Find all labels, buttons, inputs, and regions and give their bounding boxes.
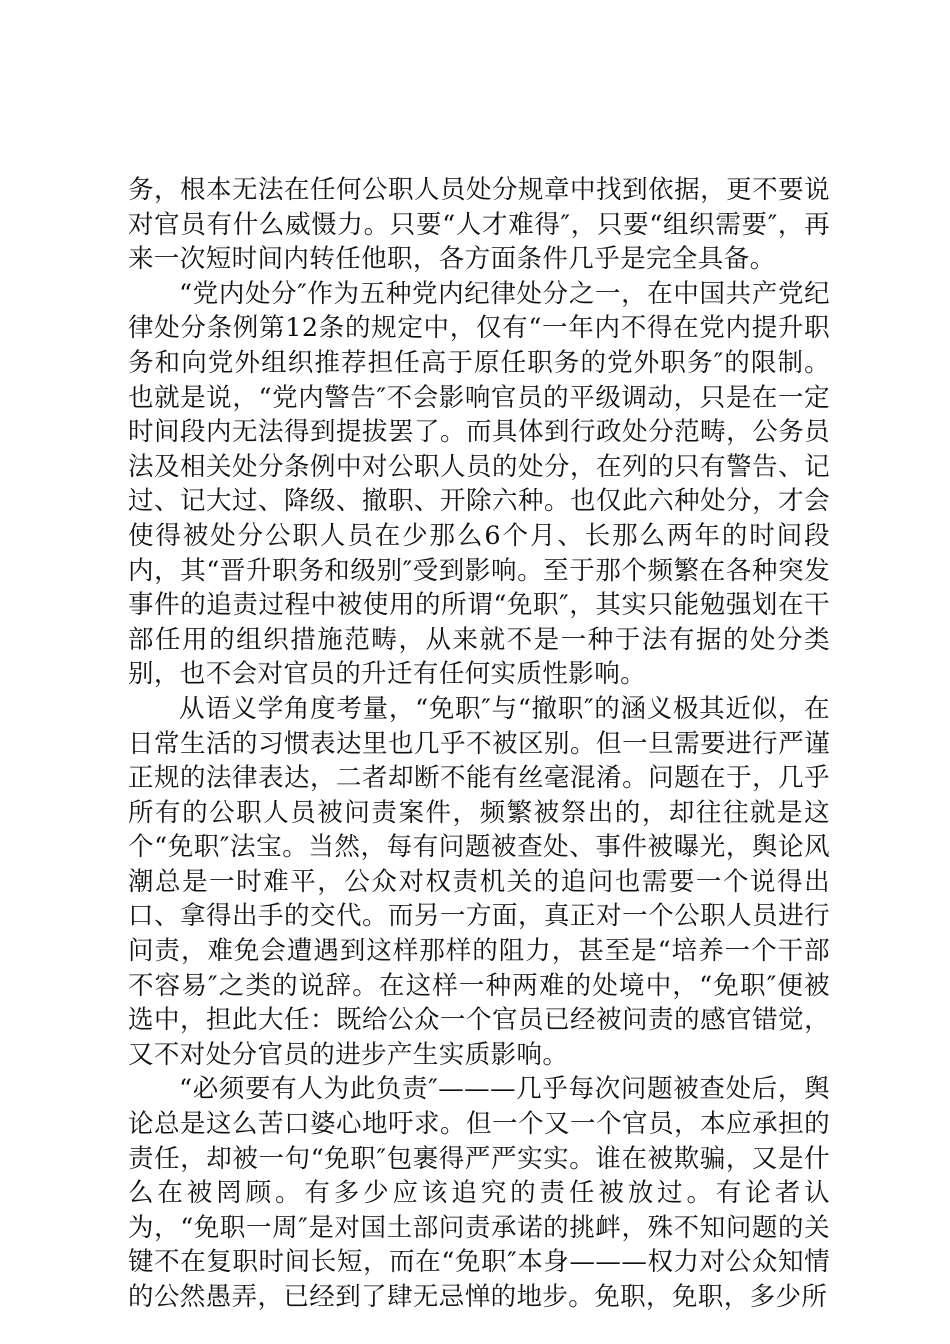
document-body bbox=[128, 173, 830, 1315]
paragraph-2: “党内处分″作为五种党内纪律处分之一，在中国共产党纪律处分条例第12条的规定中，仅有“一年内不得在党内提升职务和向党外组织推荐担任高于原任职务的党外职务″的限制。也就是说，“党内警告″不会影响官员的平级调动，只是在一定时间段内无法得到提拔罢了。而具体到行政处分范畴，公务员法及相关处分条例中对公职人员的处分，在列的只有警告、记过、记大过、降级、撤职、开除六种。也仅此六种处分，才会使得被处分公职人员在少那么6个月、长那么两年的时间段内，其“晋升职务和级别″受到影响。至于那个频繁在各种突发事件的追责过程中被使用的所谓“免职″，其实只能勉强划在干部任用的组织措施范畴，从来就不是一种于法有据的处分类别，也不会对官员的升迁有任何实质性影响。 bbox=[128, 278, 830, 690]
paragraph-1: 务，根本无法在任何公职人员处分规章中找到依据，更不要说对官员有什么威慑力。只要“人才难得″，只要“组织需要″，再来一次短时间内转任他职，各方面条件几乎是完全具备。 bbox=[128, 175, 830, 275]
paragraph-3: 从语义学角度考量，“免职″与“撤职″的涵义极其近似，在日常生活的习惯表达里也几乎不被区别。但一旦需要进行严谨正规的法律表达，二者却断不能有丝毫混淆。问题在于，几乎所有的公职人员被问责案件，频繁被祭出的，却往往就是这个“免职″法宝。当然，每有问题被查处、事件被曝光，舆论风潮总是一时难平，公众对权责机关的追问也需要一个说得出口、拿得出手的交代。而另一方面，真正对一个公职人员进行问责，难免会遭遇到这样那样的阻力，甚至是“培养一个干部不容易″之类的说辞。在这样一种两难的处境中，“免职″便被选中，担此大任：既给公众一个官员已经被问责的感官错觉，又不对处分官员的进步产生实质影响。 bbox=[128, 693, 830, 1070]
paragraph-4: “必须要有人为此负责″———几乎每次问题被查处后，舆论总是这么苦口婆心地吁求。但一个又一个官员，本应承担的责任，却被一句“免职″包裹得严严实实。谁在被欺骗，又是什么在被罔顾。有多少应该追究的责任被放过。有论者认为，“免职一周″是对国土部问责承诺的挑衅，殊不知问题的关键不在复职时间长短，而在“免职″本身———权力对公众知情的公然愚弄，已经到了肆无忌惮的地步。免职，免职，多少所 bbox=[128, 1074, 830, 1312]
